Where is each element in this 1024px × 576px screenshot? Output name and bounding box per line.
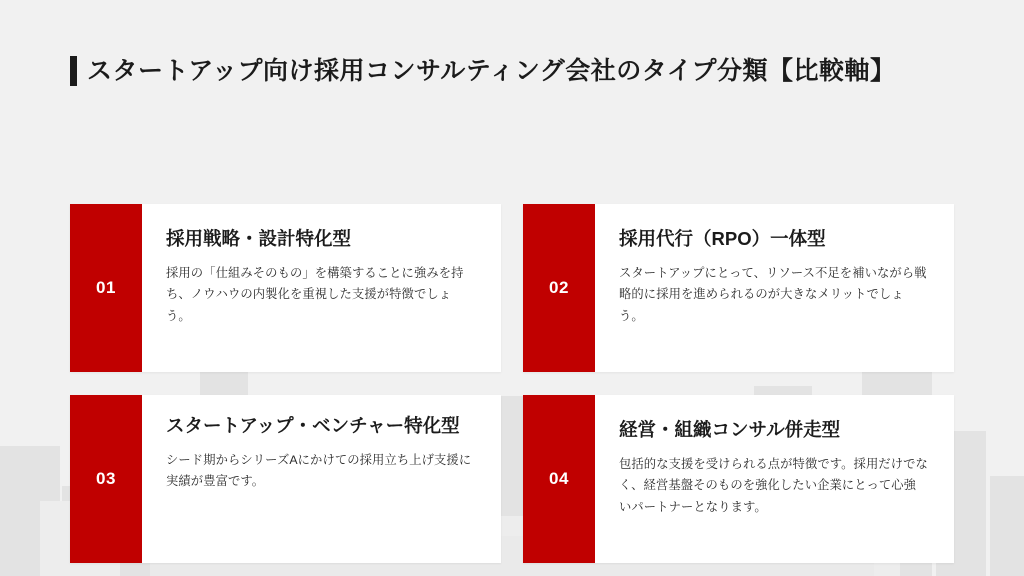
title-accent-bar xyxy=(70,56,77,86)
card-description: 採用の「仕組みそのもの」を構築することに強みを持ち、ノウハウの内製化を重視した支援が特徴でしょう。 xyxy=(166,265,464,323)
card-title: スタートアップ・ベンチャー特化型 xyxy=(166,415,460,436)
card-description: スタートアップにとって、リソース不足を補いながら戦略的に採用を進められるのが大きなメリットでしょう。 xyxy=(619,265,927,323)
card-body xyxy=(142,395,501,563)
page-title: スタートアップ向け採用コンサルティング会社のタイプ分類【比較軸】 xyxy=(87,57,896,85)
card-body xyxy=(595,395,954,563)
card-grid xyxy=(70,204,954,563)
card-number: 03 xyxy=(70,395,142,563)
card-title: 経営・組織コンサル併走型 xyxy=(619,419,841,440)
page-title-row xyxy=(70,56,1024,86)
card-description: シード期からシリーズAにかけての採用立ち上げ支援に実績が豊富です。 xyxy=(166,452,472,489)
card-item xyxy=(523,395,954,563)
card-item xyxy=(70,395,501,563)
card-description: 包括的な支援を受けられる点が特徴です。採用だけでなく、経営基盤そのものを強化したい企業にとって心強いパートナーとなります。 xyxy=(619,456,928,514)
card-title: 採用代行（RPO）一体型 xyxy=(619,228,826,249)
card-number: 01 xyxy=(70,204,142,372)
card-title: 採用戦略・設計特化型 xyxy=(166,228,352,249)
card-number: 02 xyxy=(523,204,595,372)
card-body xyxy=(595,204,954,372)
card-number: 04 xyxy=(523,395,595,563)
card-body xyxy=(142,204,501,372)
card-item xyxy=(70,204,501,372)
card-item xyxy=(523,204,954,372)
